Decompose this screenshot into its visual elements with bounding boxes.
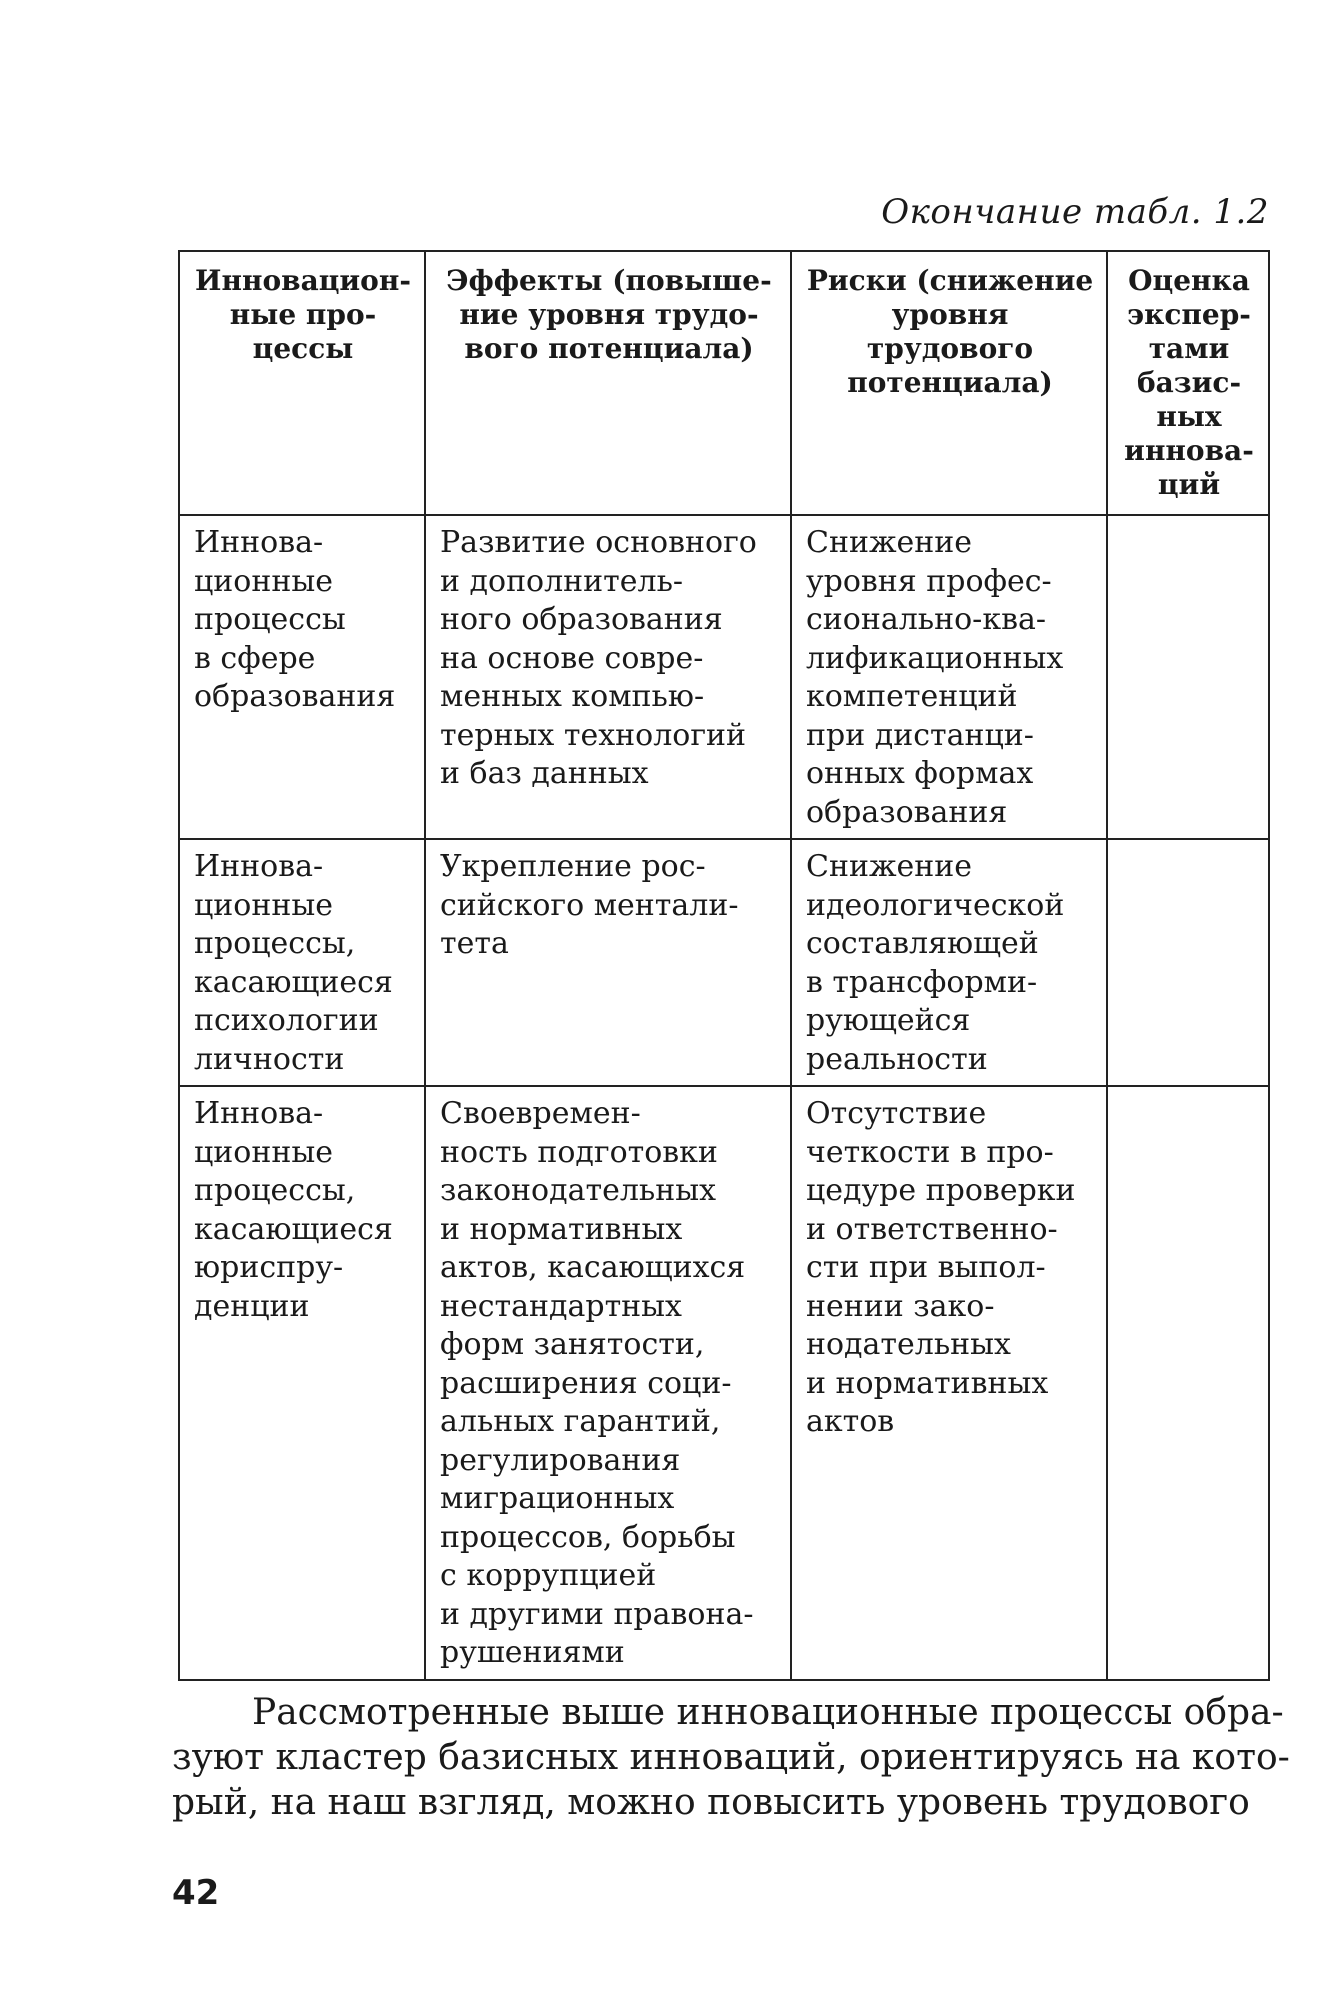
cell-risk: Снижение идеологической составляющей в трансформи- рующейся реальности: [791, 839, 1107, 1086]
body-line: рый, на наш взгляд, можно повысить уровень трудового: [172, 1782, 1250, 1823]
cell-process: Иннова- ционные процессы, касающиеся психологии личности: [179, 839, 425, 1086]
header-risks: Риски (снижение уровня трудового потенциала): [791, 251, 1107, 515]
cell-process: Иннова- ционные процессы в сфере образования: [179, 515, 425, 839]
body-line: Рассмотренные выше инновационные процессы обра-: [252, 1692, 1284, 1733]
cell-process: Иннова- ционные процессы, касающиеся юриспру- денции: [179, 1086, 425, 1680]
header-processes: Инновацион- ные про- цессы: [179, 251, 425, 515]
cell-risk: Отсутствие четкости в про- цедуре проверки и ответственно- сти при выпол- нении зако- нодательных и нормативных актов: [791, 1086, 1107, 1680]
cell-assessment: [1107, 1086, 1269, 1680]
cell-effect: Своевремен- ность подготовки законодательных и нормативных актов, касающихся нестандартных форм занятости, расширения соци- альных гарантий, регулирования миграционных процессов, борьбы с коррупцией и другими правона- рушениями: [425, 1086, 791, 1680]
table-row: [179, 515, 1269, 839]
cell-effect: Укрепление рос- сийского ментали- тета: [425, 839, 791, 1086]
body-line: зуют кластер базисных инноваций, ориентируясь на кото-: [172, 1737, 1290, 1778]
innovation-table: [178, 250, 1270, 1681]
cell-assessment: [1107, 839, 1269, 1086]
table-row: [179, 1086, 1269, 1680]
header-effects: Эффекты (повыше- ние уровня трудо- вого потенциала): [425, 251, 791, 515]
table-row: [179, 839, 1269, 1086]
page-number: 42: [172, 1873, 220, 1913]
cell-risk: Снижение уровня профес- сионально-ква- лификационных компетенций при дистанци- онных формах образования: [791, 515, 1107, 839]
body-paragraph: [172, 1690, 1290, 1825]
table-caption: Окончание табл. 1.2: [881, 192, 1269, 232]
cell-effect: Развитие основного и дополнитель- ного образования на основе совре- менных компью- терных технологий и баз данных: [425, 515, 791, 839]
header-expert-assessment: Оценка экспер- тами базис- ных иннова- ций: [1107, 251, 1269, 515]
table-header-row: [179, 251, 1269, 515]
cell-assessment: [1107, 515, 1269, 839]
